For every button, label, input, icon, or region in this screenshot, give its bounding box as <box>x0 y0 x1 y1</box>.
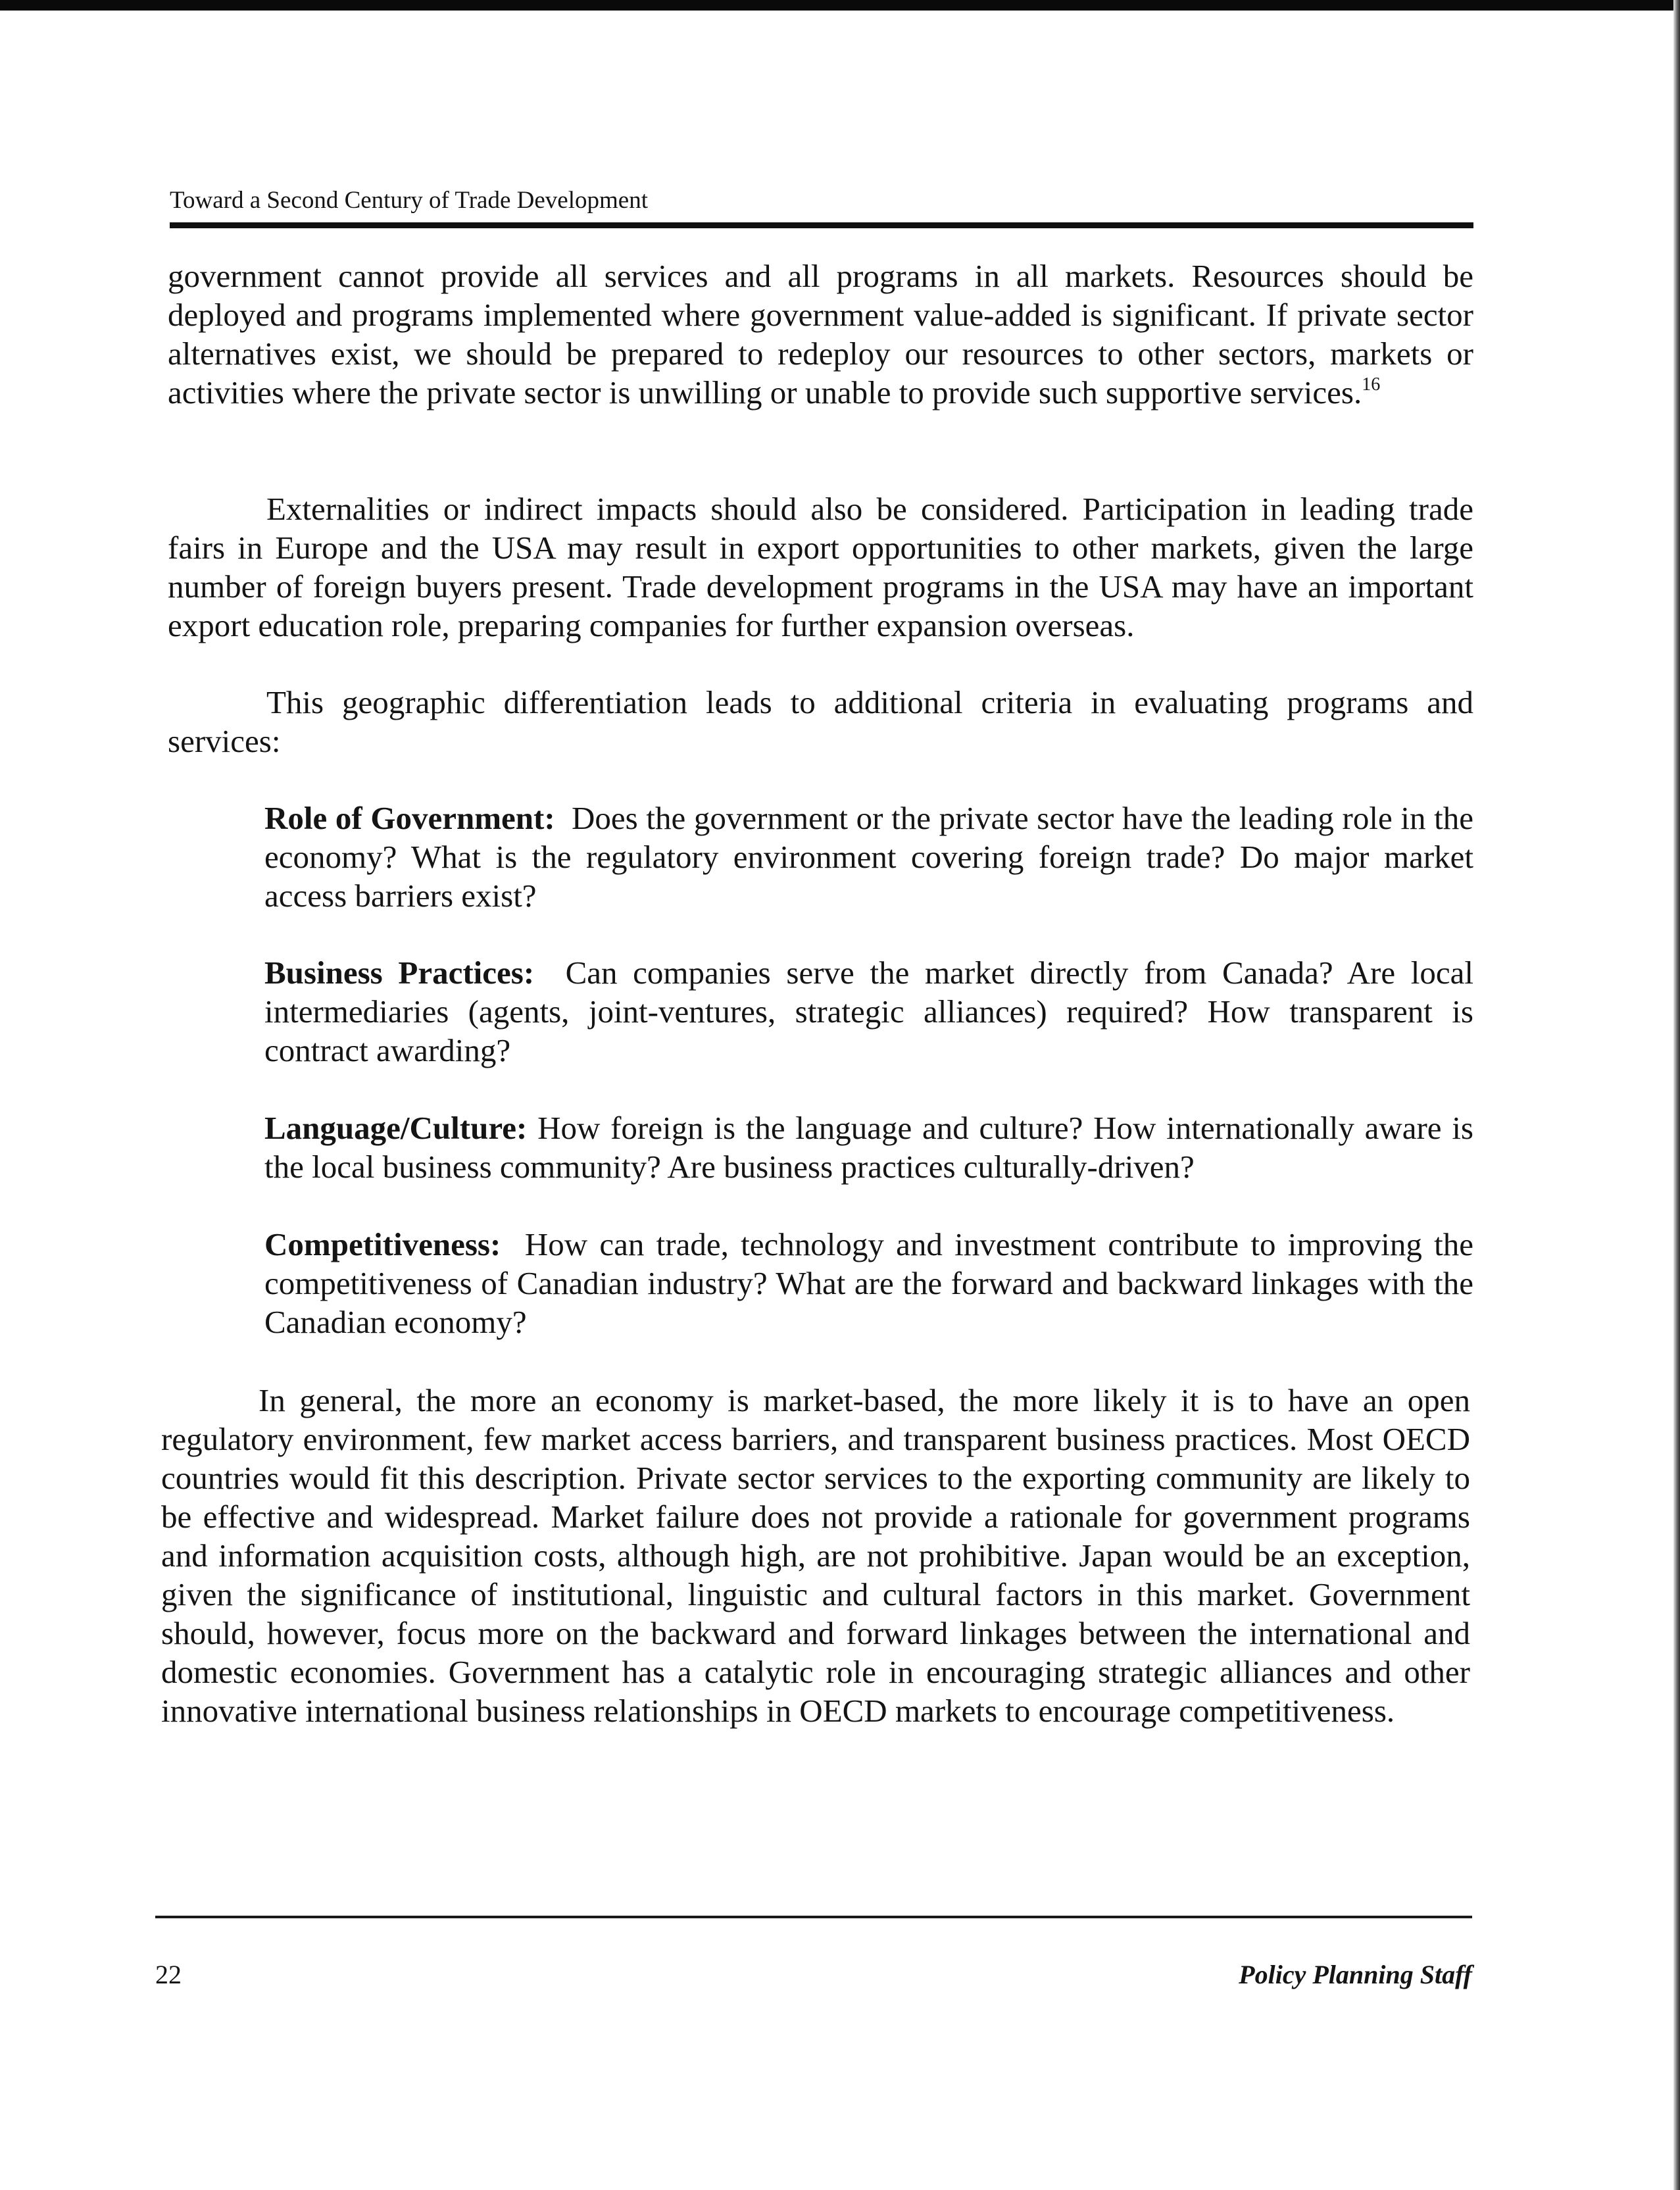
paragraph-market-based-economies: In general, the more an economy is market-based, the more likely it is to have an open regulatory environment, few market access barriers, and transparent business practices. Most OECD countries would fit this description. Private sector services to the exporting community are likely to be effective and widespread. Market failure does not provide a rationale for government programs and information acquisition costs, although high, are not prohibitive. Japan would be an exception, given the significance of institutional, linguistic and cultural factors in this market. Government should, however, focus more on the backward and forward linkages between the international and domestic economies. Government has a catalytic role in encouraging strategic alliances and other innovative international business relationships in OECD markets to encourage competitiveness. <box>161 1382 1470 1729</box>
running-header-title: Toward a Second Century of Trade Development <box>170 187 648 214</box>
paragraph-externalities: Externalities or indirect impacts should also be considered. Participation in leading trade fairs in Europe and the USA may result in export opportunities to other markets, given the large number of foreign buyers present. Trade development programs in the USA may have an important export education role, preparing companies for further expansion overseas. <box>168 491 1473 643</box>
criterion-text: How can trade, technology and investment contribute to improving the competitiveness of Canadian industry? What are the forward and backward linkages with the Canadian economy? <box>264 1226 1474 1340</box>
criterion-business-practices <box>264 953 1473 1070</box>
criterion-language-culture <box>264 1108 1473 1186</box>
criterion-competitiveness <box>264 1225 1473 1341</box>
scan-top-border <box>0 0 1680 11</box>
criterion-term: Business Practices: <box>264 955 535 991</box>
page-number: 22 <box>155 1960 182 1989</box>
header-rule <box>170 222 1473 228</box>
paragraph-text: government cannot provide all services and all programs in all markets. Resources should be deployed and programs implemented where government value-added is significant. If private sector alternatives exist, we should be prepared to redeploy our resources to other sectors, markets or activities where the private sector is unwilling or unable to provide such supportive services. <box>168 258 1473 411</box>
footer-organization: Policy Planning Staff <box>1239 1960 1472 1989</box>
criterion-role-of-government <box>264 799 1473 915</box>
scan-right-edge <box>1673 0 1680 2190</box>
footer-rule <box>155 1916 1472 1918</box>
criterion-text: Does the government or the private sector have the leading role in the economy? What is the regulatory environment covering foreign trade? Do major market access barriers exist? <box>264 800 1473 914</box>
criterion-term: Competitiveness: <box>264 1226 501 1262</box>
criterion-term: Language/Culture: <box>264 1110 528 1146</box>
paragraph-government-services <box>168 257 1473 412</box>
paragraph-geographic-differentiation: This geographic differentiation leads to additional criteria in evaluating programs and services: <box>168 684 1473 759</box>
footnote-marker: 16 <box>1362 374 1381 395</box>
criterion-text: How foreign is the language and culture? How internationally aware is the local business community? Are business practices culturally-driven? <box>264 1110 1473 1185</box>
criterion-text: Can companies serve the market directly from Canada? Are local intermediaries (agents, joint-ventures, strategic alliances) required? How transparent is contract awarding? <box>264 955 1474 1068</box>
criterion-term: Role of Government: <box>264 800 555 836</box>
